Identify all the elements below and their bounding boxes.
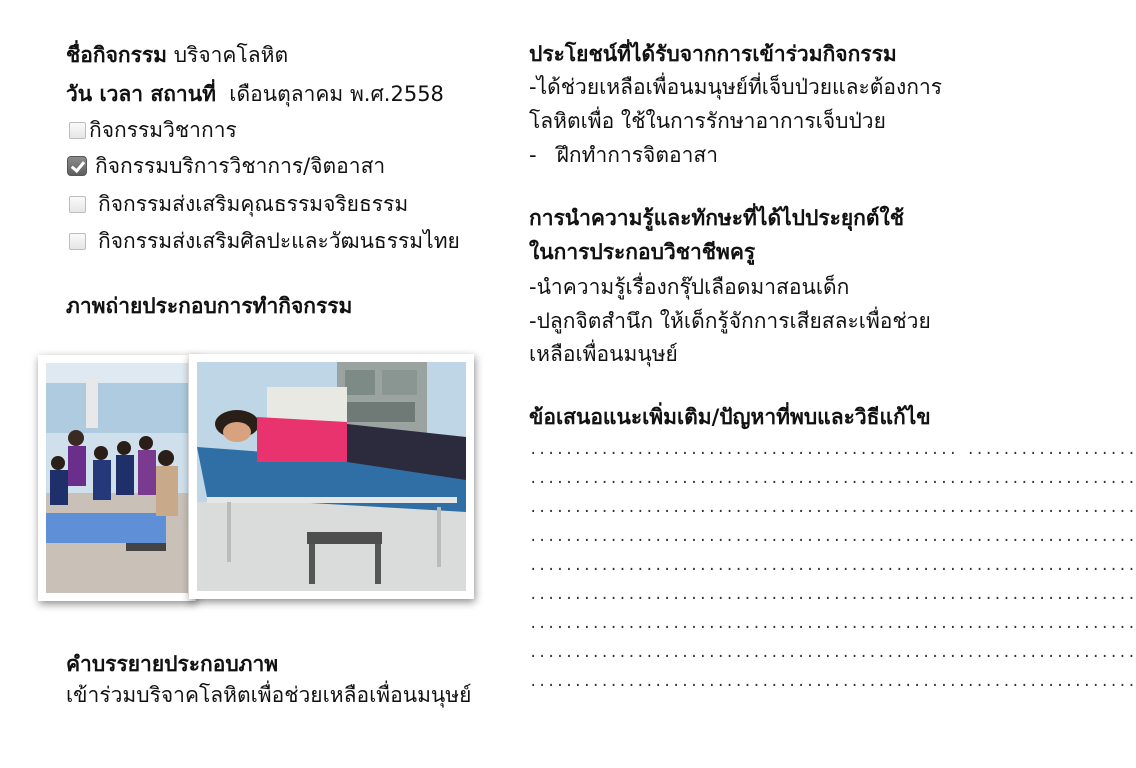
benefit-line: โลหิตเพื่อ ใช้ในการรักษาอาการเจ็บป่วย (529, 109, 886, 133)
apply-line: เหลือเพื่อนมนุษย์ (529, 342, 678, 366)
caption-text: เข้าร่วมบริจาคโลหิตเพื่อช่วยเหลือเพื่อนมนุษย์ (66, 683, 472, 707)
benefit-heading: ประโยชน์ที่ได้รับจากการเข้าร่วมกิจกรรม (529, 42, 897, 66)
caption-heading: คำบรรยายประกอบภาพ (66, 652, 279, 676)
activity-name-label: ชื่อกิจกรรม (66, 43, 168, 67)
activity-name-line (66, 40, 288, 70)
datetime-line (66, 79, 444, 109)
dotted-line: .................................................................... (529, 616, 1136, 632)
dotted-line: .................................................................... (529, 558, 1136, 574)
datetime-value: เดือนตุลาคม พ.ศ.2558 (229, 82, 444, 106)
checkbox-label: กิจกรรมส่งเสริมคุณธรรมจริยธรรม (98, 192, 409, 216)
blood-donation-image (197, 362, 466, 591)
datetime-label: วัน เวลา สถานที่ (66, 82, 216, 106)
checkbox-label: กิจกรรมบริการวิชาการ/จิตอาสา (95, 154, 386, 178)
checkbox-arts-culture[interactable] (69, 226, 460, 256)
checkbox-label: กิจกรรมส่งเสริมศิลปะและวัฒนธรรมไทย (98, 229, 460, 253)
dotted-line: .................................................................... (529, 500, 1136, 516)
group-photo (38, 355, 196, 601)
blood-donation-photo (189, 354, 474, 599)
activity-name-value: บริจาคโลหิต (173, 43, 289, 67)
apply-line: -นำความรู้เรื่องกรุ๊ปเลือดมาสอนเด็ก (529, 275, 850, 299)
checkbox-service-volunteer[interactable] (67, 151, 385, 181)
checkbox-box-unchecked[interactable] (69, 233, 86, 250)
photos-heading: ภาพถ่ายประกอบการทำกิจกรรม (66, 294, 353, 318)
benefit-line: - ฝึกทำการจิตอาสา (529, 143, 718, 167)
suggest-heading: ข้อเสนอแนะเพิ่มเติม/ปัญหาที่พบและวิธีแก้ไข (529, 405, 931, 429)
dotted-line: .................................................................... (529, 587, 1136, 603)
checkbox-label: กิจกรรมวิชาการ (89, 118, 237, 142)
group-photo-image (46, 363, 188, 593)
suggest-dotted-lines (529, 436, 1136, 697)
dotted-line: .................................................................... (529, 529, 1136, 545)
apply-heading-continued: ในการประกอบวิชาชีพครู (529, 240, 756, 264)
dotted-line: .................................................................... (529, 674, 1136, 690)
benefit-line: -ได้ช่วยเหลือเพื่อนมนุษย์ที่เจ็บป่วยและต้องการ (529, 75, 943, 99)
apply-line: -ปลูกจิตสำนึก ให้เด็กรู้จักการเสียสละเพื่อช่วย (529, 309, 931, 333)
checkbox-box-unchecked[interactable] (69, 122, 86, 139)
apply-heading: การนำความรู้และทักษะที่ได้ไปประยุกต์ใช้ (529, 206, 905, 230)
dotted-line: .................................................................... (529, 471, 1136, 487)
checkbox-academic[interactable] (69, 115, 237, 145)
dotted-line: ................................................ ................... (529, 442, 1136, 458)
checkbox-ethics[interactable] (69, 189, 408, 219)
checkbox-box-unchecked[interactable] (69, 196, 86, 213)
checkbox-checked-icon[interactable] (67, 156, 87, 176)
dotted-line: .................................................................... (529, 645, 1136, 661)
